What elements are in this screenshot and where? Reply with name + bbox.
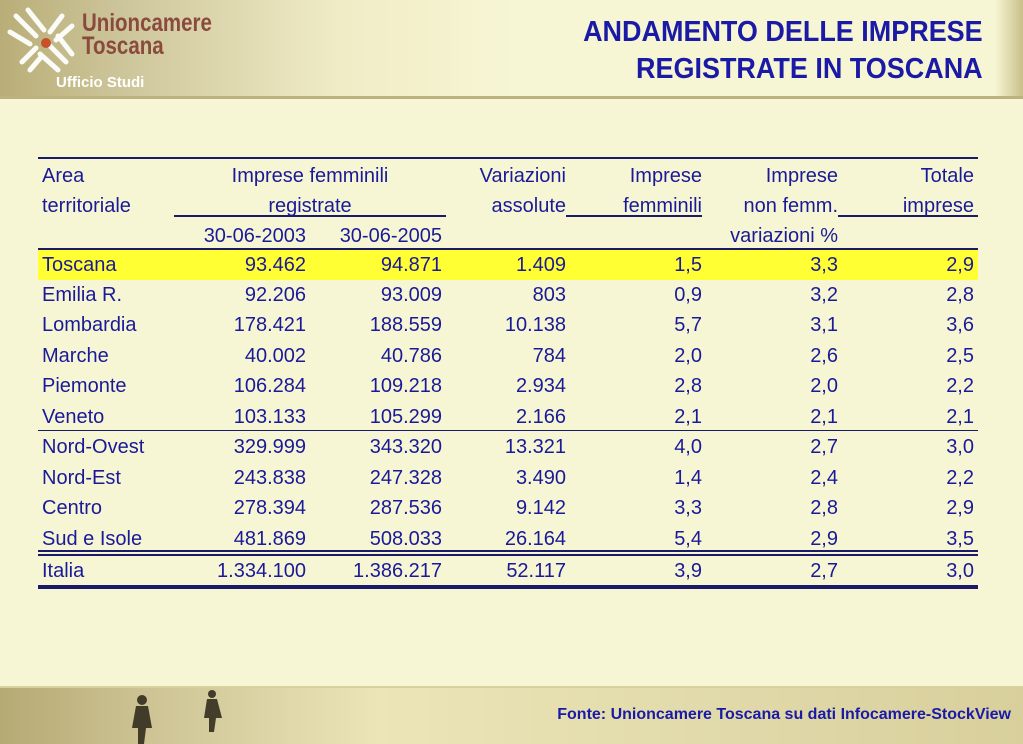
table-cell: 2,2: [946, 467, 974, 489]
table-cell: 2,1: [946, 406, 974, 428]
table-cell: 92.206: [244, 284, 306, 306]
row-area-label: Veneto: [42, 406, 105, 428]
table-cell: 3,0: [946, 436, 974, 458]
table-cell: 2,7: [810, 436, 838, 458]
table-cell: 243.838: [233, 467, 306, 489]
italia-top-rule: [38, 550, 978, 552]
table-cell: 178.421: [233, 314, 306, 336]
table-cell: 40.002: [244, 345, 306, 367]
table-cell: 93.009: [380, 284, 442, 306]
table-cell: 103.133: [233, 406, 306, 428]
page-title: [583, 14, 983, 88]
table-cell: 3,2: [810, 284, 838, 306]
table-cell: 4,0: [674, 436, 702, 458]
row-area-label: Sud e Isole: [42, 528, 143, 550]
table-cell: 3,1: [810, 314, 838, 336]
table-cell: 3,6: [946, 314, 974, 336]
table-cell: 1.334.100: [217, 560, 306, 582]
table-cell: 26.164: [504, 528, 566, 550]
brand-line-1: Unioncamere: [82, 9, 212, 37]
table-cell: 52.117: [506, 560, 566, 582]
table-cell: 3,3: [810, 254, 838, 276]
table-cell: 94.871: [380, 254, 442, 276]
table-cell: 13.321: [504, 436, 566, 458]
row-area-label: Emilia R.: [42, 284, 123, 306]
table-cell: 93.462: [244, 254, 306, 276]
table-cell: 2,5: [946, 345, 974, 367]
table-cell: 3,3: [674, 497, 702, 519]
row-area-label: Piemonte: [42, 375, 127, 397]
italia-top-rule-2: [38, 554, 978, 556]
row-area-label: Italia: [42, 560, 85, 582]
header-imp-fem-1: Imprese: [629, 165, 702, 187]
row-area-label: Nord-Est: [42, 467, 121, 489]
header-femminili-2: registrate: [268, 195, 352, 217]
header-date-1: 30-06-2003: [203, 225, 306, 247]
table-cell: 3,9: [674, 560, 702, 582]
table-cell: 2,9: [946, 497, 974, 519]
table-cell: 2.166: [515, 406, 566, 428]
header-imp-fem-2: femminili: [623, 195, 702, 217]
row-area-label: Centro: [42, 497, 103, 519]
table-cell: 2,8: [946, 284, 974, 306]
table-cell: 1,5: [674, 254, 702, 276]
table-cell: 2,9: [946, 254, 974, 276]
row-area-label: Toscana: [42, 254, 117, 276]
table-cell: 481.869: [233, 528, 306, 550]
table-cell: 247.328: [369, 467, 442, 489]
table-cell: 106.284: [233, 375, 306, 397]
table-cell: 2.934: [515, 375, 566, 397]
table-cell: 508.033: [369, 528, 442, 550]
header-totale-2: imprese: [902, 195, 974, 217]
table-cell: 2,8: [810, 497, 838, 519]
table-cell: 188.559: [369, 314, 442, 336]
table-cell: 2,7: [810, 560, 838, 582]
table-cell: 1,4: [674, 467, 702, 489]
table-cell: 109.218: [369, 375, 442, 397]
table-cell: 0,9: [674, 284, 702, 306]
table-cell: 2,2: [946, 375, 974, 397]
row-area-label: Lombardia: [42, 314, 137, 336]
header-area-1: Area: [42, 165, 85, 187]
header-imp-nonfem-2: non femm.: [743, 195, 838, 217]
table-cell: 2,1: [674, 406, 702, 428]
group-rule: [38, 430, 978, 431]
table-cell: 40.786: [380, 345, 442, 367]
table-top-rule: [38, 157, 978, 159]
walking-people-icon: [112, 688, 252, 744]
table-cell: 2,1: [810, 406, 838, 428]
table-cell: 343.320: [369, 436, 442, 458]
table-cell: 2,0: [810, 375, 838, 397]
starburst-logo-icon: [6, 6, 86, 78]
header-imp-nonfem-1: Imprese: [765, 165, 838, 187]
brand-line-2: Toscana: [82, 32, 164, 60]
table-cell: 5,4: [674, 528, 702, 550]
table-cell: 9.142: [515, 497, 566, 519]
table-cell: 278.394: [233, 497, 306, 519]
table-cell: 287.536: [369, 497, 442, 519]
table-cell: 329.999: [233, 436, 306, 458]
table-cell: 803: [532, 284, 566, 306]
header-variazioni-2: assolute: [491, 195, 566, 217]
table-cell: 1.409: [515, 254, 566, 276]
table-cell: 105.299: [369, 406, 442, 428]
header-femminili-1: Imprese femminili: [231, 165, 389, 187]
header-totale-1: Totale: [920, 165, 974, 187]
table-cell: 2,0: [674, 345, 702, 367]
table-cell: 3,5: [946, 528, 974, 550]
title-line-2: REGISTRATE IN TOSCANA: [636, 53, 983, 85]
header-variazioni-pct: variazioni %: [730, 225, 838, 247]
table-cell: 2,6: [810, 345, 838, 367]
row-area-label: Marche: [42, 345, 109, 367]
table-cell: 5,7: [674, 314, 702, 336]
table-cell: 1.386.217: [353, 560, 442, 582]
table-cell: 3.490: [515, 467, 566, 489]
title-line-1: ANDAMENTO DELLE IMPRESE: [583, 16, 983, 48]
header-divider: [0, 96, 1023, 99]
source-note: Fonte: Unioncamere Toscana su dati Infocamere-StockView: [557, 706, 1011, 723]
brand-name: [82, 9, 212, 60]
table-cell: 2,8: [674, 375, 702, 397]
row-area-label: Nord-Ovest: [42, 436, 145, 458]
table-cell: 10.138: [504, 314, 566, 336]
header-area-2: territoriale: [42, 195, 131, 217]
table-bottom-rule: [38, 585, 978, 588]
header-edge: [995, 0, 1023, 98]
table-cell: 3,0: [946, 560, 974, 582]
table-cell: 784: [532, 345, 566, 367]
office-label: Ufficio Studi: [56, 74, 145, 91]
header-date-2: 30-06-2005: [339, 225, 442, 247]
header-variazioni-1: Variazioni: [479, 165, 566, 187]
table-cell: 2,4: [810, 467, 838, 489]
table-cell: 2,9: [810, 528, 838, 550]
